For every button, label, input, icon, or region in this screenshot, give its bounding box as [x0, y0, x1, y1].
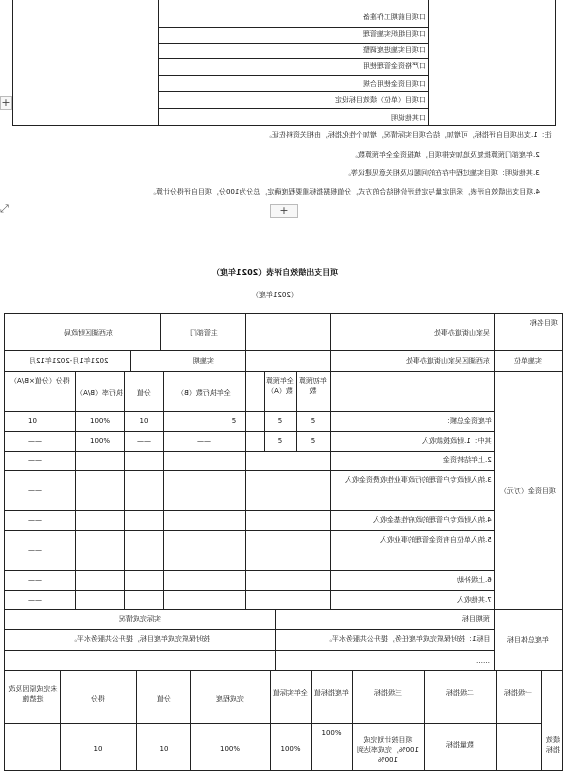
- period-label: 实施期: [193, 357, 214, 365]
- kpi-hdr-l2: 二级指标: [446, 689, 474, 697]
- top-list-item: 口项目资金使用合规: [363, 80, 426, 88]
- kpi-hdr-plan: 年度指标值: [314, 689, 349, 697]
- fund-row-label: 5.纳入单位自有资金管理的事业收入: [380, 536, 492, 544]
- goal-more: ……: [476, 657, 490, 665]
- dept-label: 主管部门: [189, 329, 218, 337]
- table-subtitle: （2021年度）: [252, 291, 298, 299]
- fund-cell: 5: [277, 417, 283, 425]
- fund-cell: ——: [28, 437, 42, 445]
- funds-label: 项目资金（万元）: [500, 487, 556, 495]
- hdr-rate: 执行率（B/A）: [76, 389, 123, 397]
- goal-plan-text: 目标1：按时保质完成年度任务，提升公共服务水平。: [324, 635, 490, 643]
- fund-row-label: 7.其他收入: [457, 596, 492, 604]
- goal-actual-text: 按时保质完成年度目标，提升公共服务水平。: [70, 635, 210, 643]
- goals-actual-header: 实际完成情况: [119, 615, 161, 623]
- unit-value: 东西湖区吴家山街道办事处: [406, 357, 490, 365]
- fund-cell: 10: [28, 417, 37, 425]
- top-list-item: 口项目（单位）绩效目标设定: [335, 96, 426, 104]
- kpi-hdr-l1: 一级指标: [504, 689, 532, 697]
- note-line: 4.项目支出绩效自评表，采用定量与定性评价相结合的方式，分值根据指标重要程度确定，总分为100分，项目自评得分计算。: [148, 188, 540, 196]
- hdr-full-exec: 全年执行数（B）: [177, 389, 231, 397]
- kpi-side-label: 绩效指标: [546, 736, 560, 754]
- note-line: 3.其他说明：项目实施过程中存在的问题以及相关意见建议等。: [344, 169, 540, 177]
- table-title: 项目支出绩效自评表（2021年度）: [211, 268, 339, 277]
- hdr-points: 得分（分值×B/A）: [10, 377, 70, 385]
- period-value: 2021年1月-2021年12月: [29, 357, 109, 365]
- unit-label: 实施单位: [514, 357, 542, 365]
- expand-row-button[interactable]: +: [1, 96, 11, 109]
- fund-cell: ——: [197, 437, 211, 445]
- fund-row-label: 2.上年结转资金: [443, 456, 492, 464]
- kpi-actual: 100%: [280, 745, 301, 753]
- fund-row-label: 4.纳入财政专户管理的政府性基金收入: [373, 516, 492, 524]
- kpi-hdr-actual: 全年实际值: [273, 689, 308, 697]
- fund-cell: 5: [231, 417, 237, 425]
- top-list-item: 口项目前期工作准备: [363, 13, 426, 21]
- dept-value: 东西湖区财政局: [63, 329, 113, 337]
- top-list-item: 口其他说明: [391, 114, 426, 122]
- kpi-hdr-rate: 完成程度: [216, 695, 244, 703]
- hdr-score: 分值: [137, 389, 151, 397]
- project-name-label: 项目名称: [530, 319, 558, 327]
- fund-cell: 5: [277, 437, 283, 445]
- top-list-item: 口严格资金管理使用: [363, 62, 426, 70]
- fund-cell: 100%: [89, 437, 110, 445]
- fund-cell: ——: [28, 546, 42, 554]
- fund-row-label: 6.上级补助: [457, 576, 492, 584]
- add-table-row-button[interactable]: +: [270, 204, 298, 218]
- hdr-full-budget: 全年预算数（A）: [266, 377, 294, 395]
- top-list-item: 口项目组织实施管理: [363, 30, 426, 38]
- fund-cell: 5: [310, 437, 316, 445]
- top-list-item: 口项目实施进度调整: [363, 46, 426, 54]
- kpi-points: 10: [93, 745, 103, 753]
- kpi-score: 10: [159, 745, 169, 753]
- fund-cell: ——: [137, 437, 151, 445]
- fund-row-label: 其中：1.财政拨款收入: [422, 437, 492, 445]
- goals-plan-header: 预期目标: [462, 615, 490, 623]
- project-name-value: 吴家山街道办事处: [434, 329, 490, 337]
- fund-cell: 5: [310, 417, 316, 425]
- fund-cell: ——: [28, 486, 42, 494]
- kpi-hdr-reason: 未完成原因及改进措施: [8, 685, 58, 703]
- fund-row-label: 年度资金总额：: [443, 417, 492, 425]
- hdr-budget-year: 年初预算数: [299, 377, 327, 395]
- note-line: 2.年度部门预算批复及追加安排项目，填报资金全年预算数。: [351, 151, 540, 159]
- kpi-plan: 100%: [321, 729, 342, 737]
- kpi-l3: 项目按计划完成 100%，完成率达到100%: [357, 736, 420, 764]
- fund-cell: ——: [28, 456, 42, 464]
- kpi-hdr-l3: 三级指标: [374, 689, 402, 697]
- fund-cell: ——: [28, 596, 42, 604]
- note-line: 注：1.支出项目自评指标，可增加，结合项目实际情况，增加个性化指标，由相关资料佐证。: [265, 131, 552, 139]
- goals-label: 年度总体目标: [507, 636, 549, 644]
- fund-cell: 10: [139, 417, 149, 425]
- kpi-hdr-score: 分值: [157, 695, 171, 703]
- resize-handle-icon[interactable]: ⤢: [0, 202, 9, 215]
- kpi-l2: 数量指标: [446, 741, 474, 749]
- kpi-hdr-points: 得分: [91, 695, 105, 703]
- fund-cell: 100%: [89, 417, 110, 425]
- fund-cell: ——: [28, 516, 42, 524]
- fund-cell: ——: [28, 576, 42, 584]
- fund-row-label: 3.纳入财政专户管理的行政事业性收费资金收入: [345, 476, 492, 484]
- kpi-rate: 100%: [219, 745, 240, 753]
